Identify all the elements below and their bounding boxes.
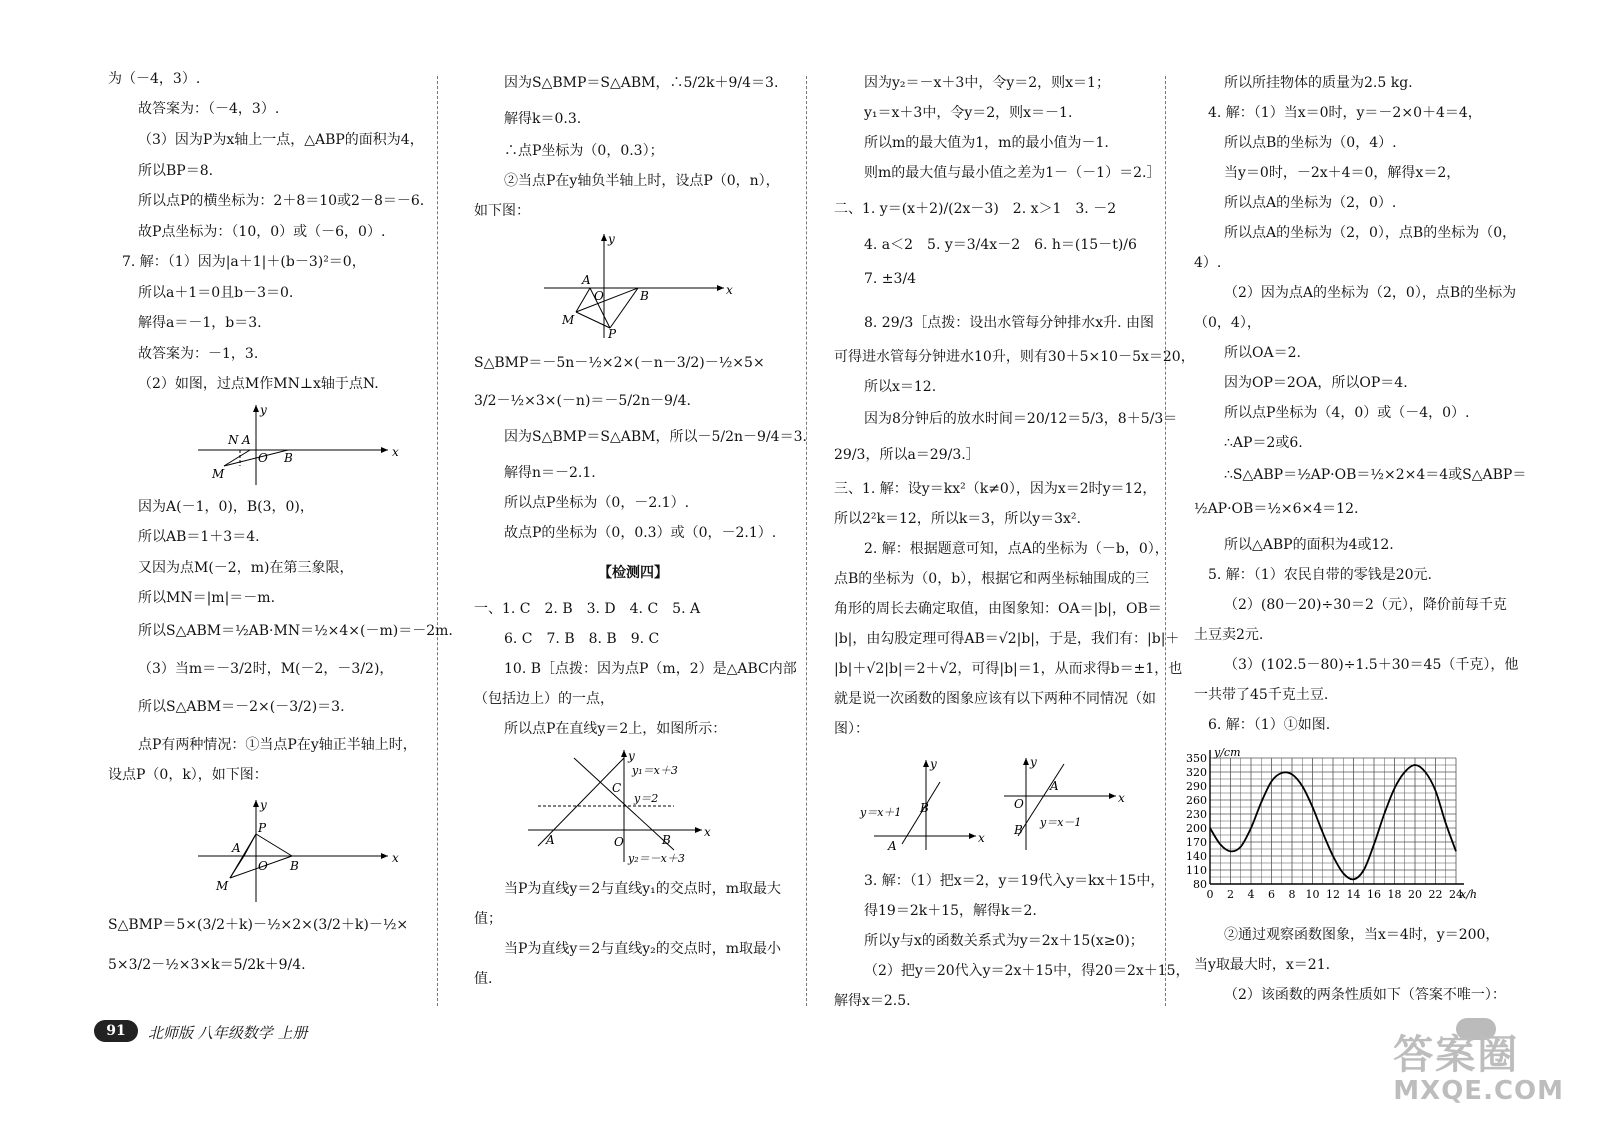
label-a: A xyxy=(232,841,241,855)
label-a: A xyxy=(1050,779,1059,793)
column-3 xyxy=(834,70,1195,1009)
text-line: 29/3，所以a＝29/3.］ xyxy=(834,447,980,463)
text-line: y₁＝x＋3中，令y＝2，则x＝－1. xyxy=(864,105,1073,121)
label-x: x xyxy=(978,831,985,845)
text-line: 所以BP＝8. xyxy=(138,163,214,179)
x-tick-label: 2 xyxy=(1227,888,1234,901)
text-line: 所以所挂物体的质量为2.5 kg. xyxy=(1224,75,1413,91)
label-y: y xyxy=(260,798,267,812)
label-y: y xyxy=(608,232,615,246)
y-tick-label: 320 xyxy=(1186,766,1207,779)
text-line: 2. 解：根据题意可知，点A的坐标为（－b，0）， xyxy=(864,541,1169,557)
text-line: S△BMP＝5×(3/2＋k)－½×2×(3/2＋k)－½× xyxy=(108,917,409,933)
text-line: （3）(102.5－80)÷1.5＋30＝45（千克），他 xyxy=(1224,657,1519,673)
label-b: B xyxy=(662,833,671,847)
text-line: 一共带了45千克土豆. xyxy=(1194,687,1329,703)
label-b: B xyxy=(284,451,293,465)
label-a: A xyxy=(582,273,591,287)
text-line: 所以点P坐标为（0，－2.1）. xyxy=(504,495,690,511)
text-line: （0，4）， xyxy=(1194,315,1261,331)
label-y: y xyxy=(260,403,267,417)
label-l1: y＝x＋1 xyxy=(860,806,902,819)
figure-mn xyxy=(188,400,408,490)
x-tick-label: 24 xyxy=(1449,888,1463,901)
x-tick-label: 18 xyxy=(1387,888,1402,901)
text-line: （包括边上）的一点， xyxy=(474,691,614,707)
label-m: M xyxy=(212,467,225,481)
text-line: 所以OA＝2. xyxy=(1224,345,1301,361)
text-line: 所以a＋1＝0且b－3＝0. xyxy=(138,285,294,301)
label-p: P xyxy=(608,327,617,340)
label-o: O xyxy=(614,835,624,849)
text-line: 所以点A的坐标为（2，0），点B的坐标为（0， xyxy=(1224,225,1517,241)
text-line: 所以S△ABM＝－2×(－3/2)＝3. xyxy=(138,699,345,715)
text-line: 4. a＜2 5. y＝3/4x－2 6. h＝(15－t)/6 xyxy=(864,237,1137,253)
text-line: 4）. xyxy=(1194,255,1222,271)
label-y2: y₂＝－x＋3 xyxy=(628,852,685,865)
text-line: 因为S△BMP＝S△ABM，∴5/2k＋9/4＝3. xyxy=(504,75,779,91)
x-axis-label: x/h xyxy=(1460,888,1477,901)
label-c: C xyxy=(612,781,622,795)
text-line: 解得n＝－2.1. xyxy=(504,465,596,481)
text-line: 故P点坐标为：（10，0）或（－6，0）. xyxy=(138,224,386,240)
text-line: 所以S△ABM＝½AB·MN＝½×4×(－m)＝－2m. xyxy=(138,623,453,639)
y-tick-label: 290 xyxy=(1186,780,1207,793)
text-line: 故答案为：（－4，3）. xyxy=(138,101,280,117)
label-m: M xyxy=(562,313,575,327)
text-line: 则m的最大值与最小值之差为1－（－1）＝2.］ xyxy=(864,165,1161,181)
label-o: O xyxy=(258,451,268,465)
text-line: 所以2²k＝12，所以k＝3，所以y＝3x². xyxy=(834,511,1081,527)
text-line: 二、1. y＝(x＋2)/(2x－3) 2. x＞1 3. －2 xyxy=(834,201,1117,217)
y-tick-label: 80 xyxy=(1193,878,1207,891)
x-tick-label: 8 xyxy=(1288,888,1296,901)
text-line: 所以x＝12. xyxy=(864,379,937,395)
text-line: 解得k＝0.3. xyxy=(504,111,582,127)
label-b: B xyxy=(290,859,299,873)
label-n: N xyxy=(228,433,239,447)
text-line: 当y＝0时，－2x＋4＝0，解得x＝2， xyxy=(1224,165,1461,181)
text-line: 因为8分钟后的放水时间＝20/12＝5/3，8＋5/3＝ xyxy=(864,411,1178,427)
text-line: （2）该函数的两条性质如下（答案不唯一）： xyxy=(1224,987,1506,1003)
text-line: 因为A(－1，0)，B(3，0)， xyxy=(138,499,314,515)
text-line: 当y取最大时，x＝21. xyxy=(1194,957,1331,973)
label-p: P xyxy=(258,821,267,835)
text-line: 所以点A的坐标为（2，0）. xyxy=(1224,195,1397,211)
text-line: 7. ±3/4 xyxy=(864,271,917,287)
text-line: 因为OP＝2OA，所以OP＝4. xyxy=(1224,375,1408,391)
page-number: 91 xyxy=(94,1020,138,1042)
text-line: 当P为直线y＝2与直线y₁的交点时，m取最大 xyxy=(504,881,782,897)
text-line: 8. 29/3［点拨：设出水管每分钟排水x升. 由图 xyxy=(864,315,1155,331)
figure-p-negative xyxy=(534,228,754,340)
label-b: B xyxy=(920,801,929,815)
book-title: 北师版 八年级数学 上册 xyxy=(148,1024,308,1042)
y-tick-label: 170 xyxy=(1186,836,1207,849)
section-heading: 【检测四】 xyxy=(598,565,668,581)
label-a: A xyxy=(888,839,897,853)
label-m: M xyxy=(216,879,229,893)
text-line: 值. xyxy=(474,971,493,987)
text-line: 图）： xyxy=(834,721,869,737)
text-line: 点P有两种情况：①当点P在y轴正半轴上时， xyxy=(138,737,417,753)
text-line: （3）因为P为x轴上一点，△ABP的面积为4， xyxy=(138,132,424,148)
column-4 xyxy=(1186,70,1527,1003)
column-2 xyxy=(474,70,807,1000)
figure-two-lines xyxy=(854,754,1144,854)
text-line: 5×3/2－½×3×k＝5/2k＋9/4. xyxy=(108,957,306,973)
label-b: B xyxy=(1014,823,1023,837)
text-line: ②当点P在y轴负半轴上时，设点P（0，n）， xyxy=(504,173,780,189)
text-line: ∴S△ABP＝½AP·OB＝½×2×4＝4或S△ABP＝ xyxy=(1224,467,1527,483)
y-tick-label: 230 xyxy=(1186,808,1207,821)
x-tick-label: 6 xyxy=(1268,888,1275,901)
watermark-logo: 答案圈 xyxy=(1393,1032,1520,1078)
label-o: O xyxy=(594,289,604,303)
x-tick-label: 20 xyxy=(1408,888,1422,901)
text-line: 故点P的坐标为（0，0.3）或（0，－2.1）. xyxy=(504,525,777,541)
label-y: y xyxy=(1030,755,1037,769)
label-x: x xyxy=(1118,791,1125,805)
text-line: 所以△ABP的面积为4或12. xyxy=(1224,537,1394,553)
label-y: y xyxy=(930,757,937,771)
text-line: 解得a＝－1，b＝3. xyxy=(138,315,262,331)
x-tick-label: 10 xyxy=(1305,888,1320,901)
label-l2: y＝x－1 xyxy=(1040,816,1082,829)
text-line: ∴点P坐标为（0，0.3）； xyxy=(504,143,664,159)
text-line: 所以MN＝|m|＝－m. xyxy=(138,590,276,606)
text-line: 如下图： xyxy=(474,203,530,219)
text-line: 就是说一次函数的图象应该有以下两种不同情况（如 xyxy=(834,691,1156,707)
label-o: O xyxy=(1014,797,1024,811)
label-o: O xyxy=(258,859,268,873)
label-y-eq-2: y＝2 xyxy=(634,792,659,805)
text-line: 又因为点M(－2，m)在第三象限， xyxy=(138,560,354,576)
y-tick-label: 140 xyxy=(1186,850,1207,863)
text-line: 因为S△BMP＝S△ABM，所以－5/2n－9/4＝3. xyxy=(504,429,807,445)
text-line: 所以点P的横坐标为：2＋8＝10或2－8＝－6. xyxy=(138,193,425,209)
x-tick-label: 0 xyxy=(1206,888,1214,901)
text-line: |b|，由勾股定理可得AB＝√2|b|，于是，我们有：|b|＋ xyxy=(834,631,1180,647)
text-line: 所以AB＝1＋3＝4. xyxy=(138,529,260,545)
text-line: 为（－4，3）. xyxy=(108,71,201,87)
text-line: 得19＝2k＋15，解得k＝2. xyxy=(864,903,1037,919)
y-axis-label: y/cm xyxy=(1214,746,1241,759)
label-x: x xyxy=(392,445,399,459)
label-a: A xyxy=(242,433,251,447)
x-tick-label: 22 xyxy=(1428,888,1443,901)
x-tick-label: 12 xyxy=(1326,888,1340,901)
text-line: 所以点P坐标为（4，0）或（－4，0）. xyxy=(1224,405,1470,421)
label-a: A xyxy=(546,833,555,847)
text-line: ½AP·OB＝½×6×4＝12. xyxy=(1194,501,1359,517)
text-line: 因为y₂＝－x＋3中，令y＝2，则x＝1； xyxy=(864,75,1110,91)
label-y: y xyxy=(628,749,635,763)
text-line: （2）如图，过点M作MN⊥x轴于点N. xyxy=(138,376,379,392)
column-divider xyxy=(437,76,438,1006)
y-tick-label: 260 xyxy=(1186,794,1207,807)
text-line: 当P为直线y＝2与直线y₂的交点时，m取最小 xyxy=(504,941,782,957)
column-1 xyxy=(108,70,453,1000)
text-line: 3/2－½×3×(－n)＝－5/2n－9/4. xyxy=(474,393,691,409)
label-x: x xyxy=(726,283,733,297)
label-x: x xyxy=(704,825,711,839)
y-tick-label: 350 xyxy=(1186,752,1207,765)
text-line: 故答案为：－1，3. xyxy=(138,346,259,362)
text-line: |b|＋√2|b|＝2＋√2，可得|b|＝1，从而求得b＝±1，也 xyxy=(834,661,1183,677)
text-line: 10. B［点拨：因为点P（m，2）是△ABC内部 xyxy=(504,661,797,677)
x-tick-label: 14 xyxy=(1346,888,1361,901)
text-line: （2）因为点A的坐标为（2，0），点B的坐标为 xyxy=(1224,285,1517,301)
text-line: （3）当m＝－3/2时，M(－2，－3/2)， xyxy=(138,661,394,677)
watermark xyxy=(1393,1034,1564,1106)
x-tick-label: 16 xyxy=(1367,888,1381,901)
text-line: 解得x＝2.5. xyxy=(834,993,911,1009)
wave-chart xyxy=(1170,744,1500,914)
text-line: 所以y与x的函数关系式为y＝2x＋15(x≥0)； xyxy=(864,933,1144,949)
text-line: 6. C 7. B 8. B 9. C xyxy=(504,631,660,647)
text-line: 7. 解：（1）因为|a＋1|＋(b－3)²＝0， xyxy=(122,254,366,270)
y-tick-label: 200 xyxy=(1186,822,1207,835)
text-line: 角形的周长去确定取值，由图象知：OA＝|b|，OB＝ xyxy=(834,601,1162,617)
column-divider xyxy=(806,76,807,1006)
figure-lines-y1-y2 xyxy=(524,746,754,866)
x-tick-label: 4 xyxy=(1247,888,1255,901)
text-line: 点B的坐标为（0，b），根据它和两坐标轴围成的三 xyxy=(834,571,1150,587)
text-line: ②通过观察函数图象，当x＝4时，y＝200， xyxy=(1224,927,1500,943)
text-line: （2）(80－20)÷30＝2（元），降价前每千克 xyxy=(1224,597,1507,613)
text-line: S△BMP＝－5n－½×2×(－n－3/2)－½×5× xyxy=(474,355,765,371)
y-tick-label: 110 xyxy=(1186,864,1207,877)
text-line: 所以m的最大值为1，m的最小值为－1. xyxy=(864,135,1109,151)
figure-p-positive xyxy=(188,794,408,906)
text-line: 可得进水管每分钟进水10升，则有30＋5×10－5x＝20， xyxy=(834,349,1195,365)
text-line: 三、1. 解：设y＝kx²（k≠0），因为x＝2时y＝12， xyxy=(834,481,1157,497)
text-line: 土豆卖2元. xyxy=(1194,627,1264,643)
label-x: x xyxy=(392,851,399,865)
label-y1: y₁＝x＋3 xyxy=(632,764,678,777)
label-b: B xyxy=(640,289,649,303)
text-line: 5. 解：（1）农民自带的零钱是20元. xyxy=(1208,567,1432,583)
text-line: 设点P（0，k），如下图： xyxy=(108,767,268,783)
text-line: 4. 解：（1）当x＝0时，y＝－2×0＋4＝4， xyxy=(1208,105,1482,121)
text-line: （2）把y＝20代入y＝2x＋15中，得20＝2x＋15， xyxy=(864,963,1190,979)
watermark-url: MXQE.COM xyxy=(1393,1076,1564,1106)
text-line: 值； xyxy=(474,911,502,927)
text-line: 3. 解：（1）把x＝2，y＝19代入y＝kx＋15中， xyxy=(864,873,1165,889)
text-line: 6. 解：（1）①如图. xyxy=(1208,717,1331,733)
text-line: ∴AP＝2或6. xyxy=(1224,435,1303,451)
text-line: 所以点P在直线y＝2上，如图所示： xyxy=(504,721,727,737)
text-line: 一、1. C 2. B 3. D 4. C 5. A xyxy=(474,601,701,617)
text-line: 所以点B的坐标为（0，4）. xyxy=(1224,135,1397,151)
